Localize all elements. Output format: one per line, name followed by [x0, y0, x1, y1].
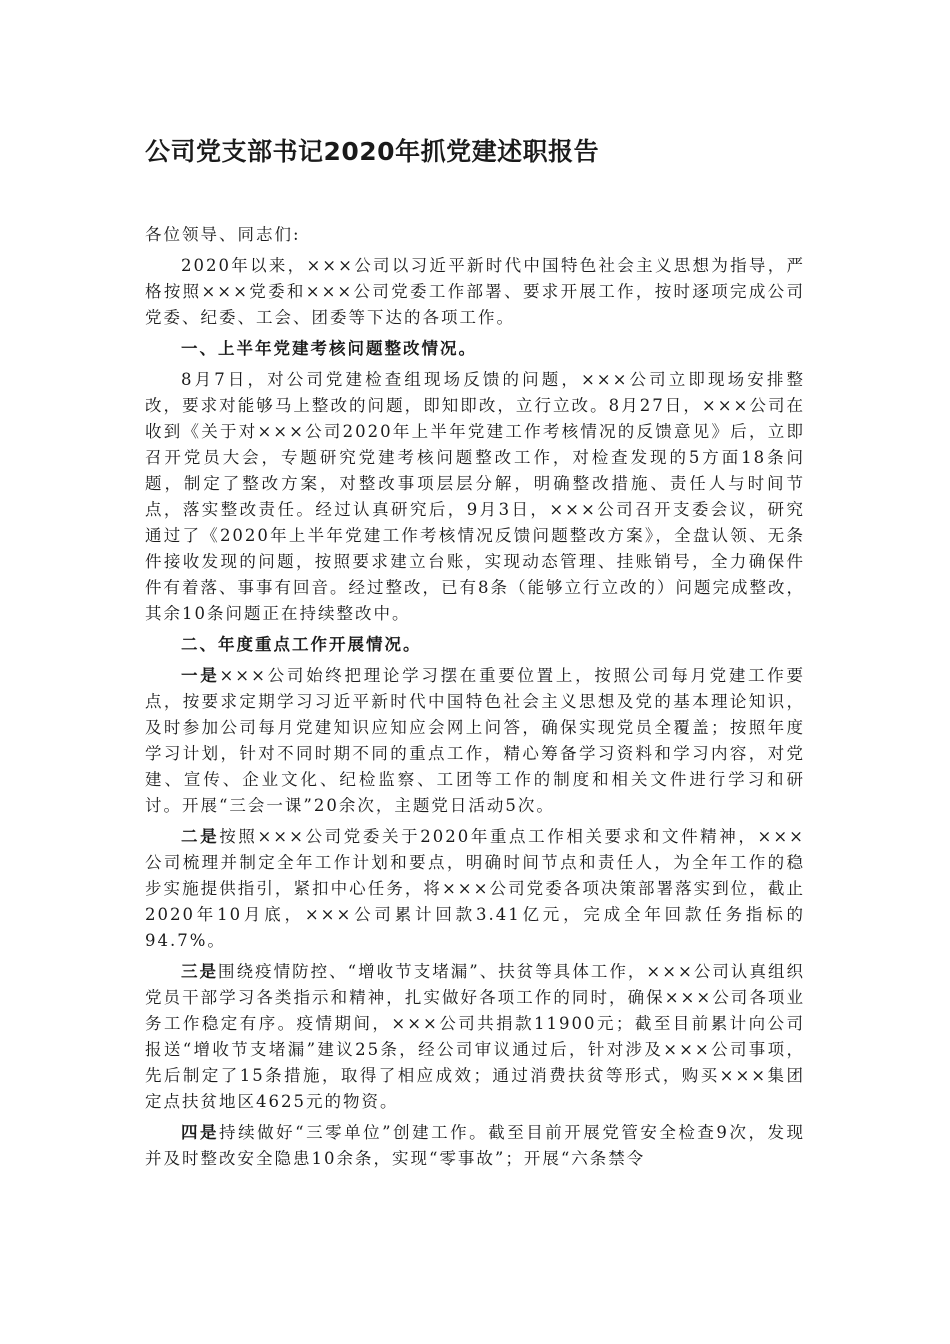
section-1-paragraph: 8月7日，对公司党建检查组现场反馈的问题，×××公司立即现场安排整改，要求对能够马上整改的问题，即知即改，立行立改。8月27日，×××公司在收到《关于对×××公司2020年上半年党建工作考核情况的反馈意见》后，立即召开党员大会，专题研究党建考核问题整改工作，对检查发现的5方面18条问题，制定了整改方案，对整改事项层层分解，明确整改措施、责任人与时间节点，落实整改责任。经过认真研究后，9月3日，×××公司召开支委会议，研究通过了《2020年上半年党建工作考核情况反馈问题整改方案》，全盘认领、无条件接收发现的问题，按照要求建立台账，实现动态管理、挂账销号，全力确保件件有着落、事事有回音。经过整改，已有8条（能够立行立改的）问题完成整改，其余10条问题正在持续整改中。	[145, 370, 805, 623]
work-item-1	[145, 663, 805, 819]
item-text: 持续做好“三零单位”创建工作。截至目前开展党管安全检查9次，发现并及时整改安全隐患10余条，实现“零事故”；开展“六条禁令	[145, 1123, 806, 1168]
item-lead: 二是	[181, 827, 220, 846]
work-item-3	[145, 959, 805, 1115]
intro-paragraph: 2020年以来，×××公司以习近平新时代中国特色社会主义思想为指导，严格按照×××党委和×××公司党委工作部署、要求开展工作，按时逐项完成公司党委、纪委、工会、团委等下达的各项工作。	[145, 256, 805, 327]
section-heading-1: 一、上半年党建考核问题整改情况。	[181, 339, 477, 358]
item-lead: 一是	[181, 666, 220, 685]
section-heading-2: 二、年度重点工作开展情况。	[181, 635, 422, 654]
work-item-4	[145, 1120, 805, 1172]
page-title: 公司党支部书记2020年抓党建述职报告	[145, 137, 600, 166]
item-lead: 三是	[181, 962, 219, 981]
document-body	[145, 222, 805, 1177]
salutation: 各位领导、同志们:	[145, 225, 301, 244]
work-item-2	[145, 824, 805, 954]
item-lead: 四是	[181, 1123, 220, 1142]
item-text: ×××公司始终把理论学习摆在重要位置上，按照公司每月党建工作要点，按要求定期学习习近平新时代中国特色社会主义思想及党的基本理论知识，及时参加公司每月党建知识应知应会网上问答，确保实现党员全覆盖；按照年度学习计划，针对不同时期不同的重点工作，精心筹备学习资料和学习内容，对党建、宣传、企业文化、纪检监察、工团等工作的制度和相关文件进行学习和研讨。开展“三会一课”20余次，主题党日活动5次。	[145, 666, 805, 815]
item-text: 按照×××公司党委关于2020年重点工作相关要求和文件精神，×××公司梳理并制定全年工作计划和要点，明确时间节点和责任人，为全年工作的稳步实施提供指引，紧扣中心任务，将×××公司党委各项决策部署落实到位，截止2020年10月底，×××公司累计回款3.41亿元，完成全年回款任务指标的94.7%。	[145, 827, 805, 950]
item-text: 围绕疫情防控、“增收节支堵漏”、扶贫等具体工作，×××公司认真组织党员干部学习各类指示和精神，扎实做好各项工作的同时，确保×××公司各项业务工作稳定有序。疫情期间，×××公司共捐款11900元；截至目前累计向公司报送“增收节支堵漏”建议25条，经公司审议通过后，针对涉及×××公司事项，先后制定了15条措施，取得了相应成效；通过消费扶贫等形式，购买×××集团定点扶贫地区4625元的物资。	[145, 962, 805, 1111]
